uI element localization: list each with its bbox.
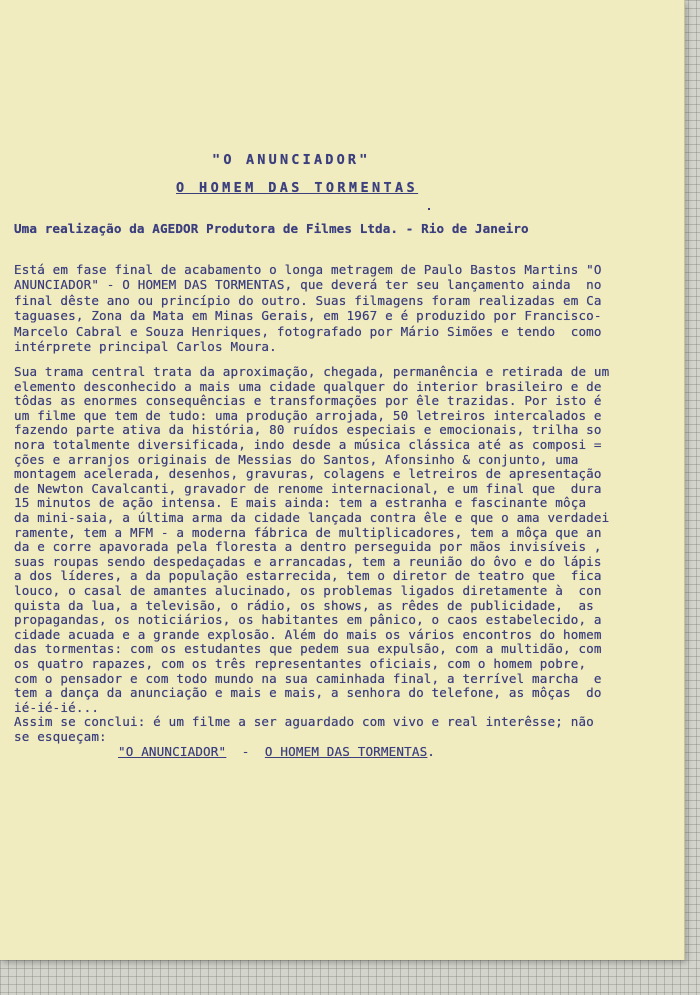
title-line-1: "O ANUNCIADOR" xyxy=(212,152,371,168)
text-line: louco, o casal de amantes alucinado, os problemas ligados diretamente à con xyxy=(14,583,602,598)
closing-title-2: O HOMEM DAS TORMENTAS xyxy=(264,744,428,759)
text-line: suas roupas sendo despedaçadas e arrancadas, tem a reunião do ôvo e do lápis xyxy=(14,553,602,569)
text-line: ramente, tem a MFM - a moderna fábrica de multiplicadores, tem a môça que an xyxy=(14,524,602,540)
text-line: elemento desconhecido a mais uma cidade qualquer do interior brasileiro e de xyxy=(14,378,602,394)
closing-titles xyxy=(118,744,435,759)
text-line: quista da lua, a televisão, o rádio, os shows, as rêdes de publicidade, as xyxy=(14,597,594,613)
closing-dash: - xyxy=(226,744,265,759)
text-line: das tormentas: com os estudantes que pedem sua expulsão, com a multidão, com xyxy=(14,641,602,657)
text-line: um filme que tem de tudo: uma produção arrojada, 50 letreiros intercalados e xyxy=(14,407,602,423)
text-line: tôdas as enormes consequências e transformações por êle trazidas. Por isto é xyxy=(14,393,602,409)
text-line: ié-ié-ié... xyxy=(14,699,100,715)
production-credit: Uma realização da AGEDOR Produtora de Filmes Ltda. - Rio de Janeiro xyxy=(14,221,529,236)
text-line: intérprete principal Carlos Moura. xyxy=(14,339,277,354)
text-line: a dos líderes, a da população estarrecida, tem o diretor de teatro que fica xyxy=(14,568,602,584)
text-line: taguases, Zona da Mata em Minas Gerais, em 1967 e é produzido por Francisco- xyxy=(14,308,602,324)
closing-line-2: se esqueçam: xyxy=(14,729,107,744)
text-line: cidade acuada e a grande explosão. Além do mais os vários encontros do homem xyxy=(14,626,602,642)
text-line: Marcelo Cabral e Souza Henriques, fotografado por Mário Simões e tendo como xyxy=(14,323,602,339)
title-line-2 xyxy=(176,180,418,196)
title-line-2-text: O HOMEM DAS TORMENTAS xyxy=(176,180,419,196)
text-line: tem a dança da anunciação e mais e mais, a senhora do telefone, as môças do xyxy=(14,685,602,701)
text-line: fazendo parte ativa da história, 80 ruídos especiais e emocionais, trilha so xyxy=(14,422,602,438)
text-line: ANUNCIADOR" - O HOMEM DAS TORMENTAS, que deverá ter seu lançamento ainda no xyxy=(14,277,602,293)
text-line: final dêste ano ou princípio do outro. Suas filmagens foram realizadas em Ca xyxy=(14,292,602,308)
closing-period: . xyxy=(427,744,436,759)
text-line: nora totalmente diversificada, indo desde a música clássica até as composi = xyxy=(14,437,602,452)
text-line: Sua trama central trata da aproximação, chegada, permanência e retirada de um xyxy=(14,364,610,379)
text-line: ções e arranjos originais de Messias do Santos, Afonsinho & conjunto, uma xyxy=(14,451,579,467)
ink-mark xyxy=(428,208,430,210)
text-line: propagandas, os noticiários, os habitantes em pânico, o caos estabelecido, a xyxy=(14,612,602,628)
text-line: 15 minutos de ação intensa. E mais ainda: tem a estranha e fascinante môça xyxy=(14,495,587,511)
text-line: da e corre apavorada pela floresta a dentro perseguida por mãos invisíveis , xyxy=(14,539,602,555)
closing-title-1: "O ANUNCIADOR" xyxy=(118,744,227,759)
text-line: com o pensador e com todo mundo na sua caminhada final, a terrível marcha e xyxy=(14,670,602,686)
text-line: de Newton Cavalcanti, gravador de renome internacional, e um final que dura xyxy=(14,480,602,496)
text-line: montagem acelerada, desenhos, gravuras, colagens e letreiros de apresentação xyxy=(14,466,602,482)
text-line: Está em fase final de acabamento o longa metragem de Paulo Bastos Martins "O xyxy=(14,262,602,277)
text-line: os quatro rapazes, com os três representantes oficiais, com o homem pobre, xyxy=(14,656,587,671)
text-line: da mini-saia, a última arma da cidade lançada contra êle e que o ama verdadei xyxy=(14,510,610,525)
closing-line-1: Assim se conclui: é um filme a ser aguardado com vivo e real interêsse; não xyxy=(14,714,594,729)
